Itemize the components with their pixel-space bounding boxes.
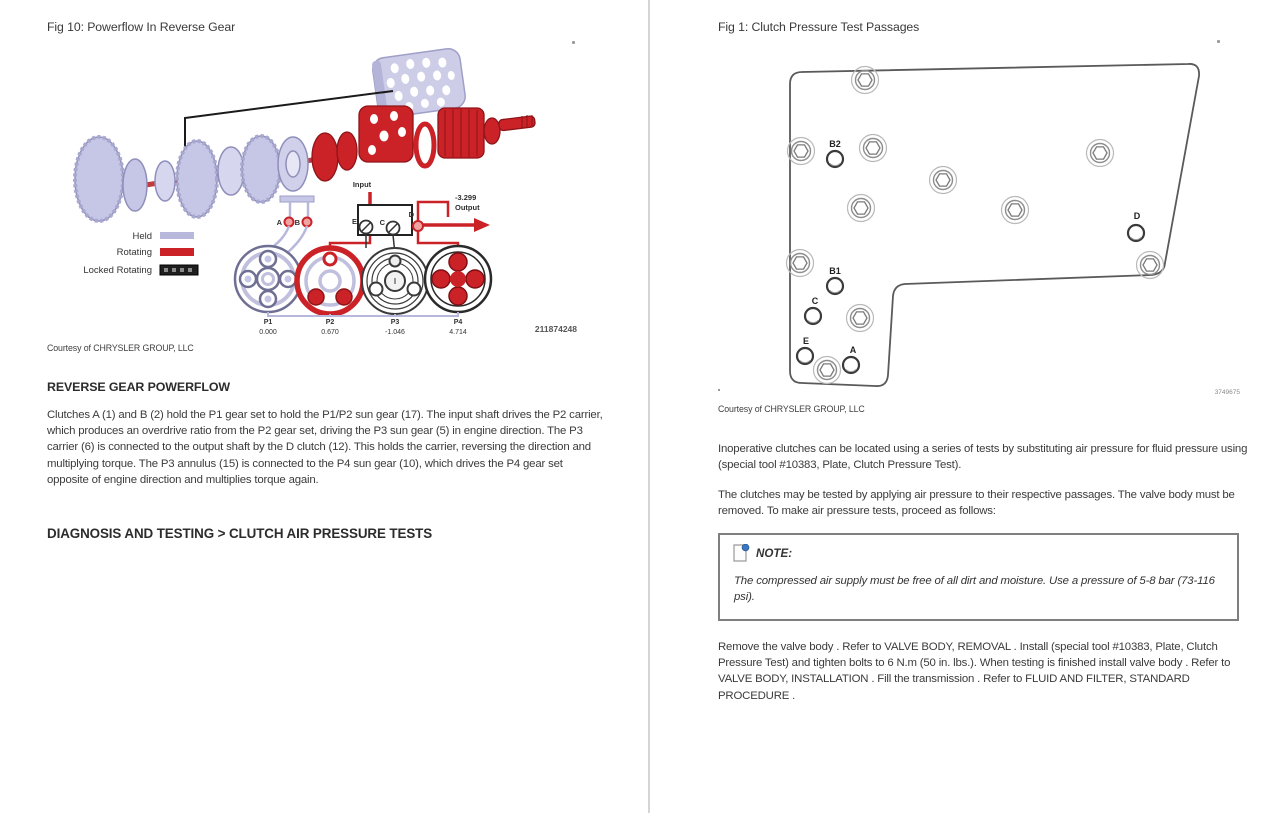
clutch-pressure-test-passages-figure xyxy=(752,55,1252,407)
passage-b1-hole xyxy=(827,278,843,294)
p3-label: P3 xyxy=(390,319,400,326)
clutch-c-label: C xyxy=(379,218,385,227)
input-label: Input xyxy=(352,180,372,189)
left-courtesy: Courtesy of CHRYSLER GROUP, LLC xyxy=(47,343,194,353)
legend-held-swatch xyxy=(160,232,194,239)
right-figure-id: 3749675 xyxy=(1214,389,1240,396)
legend-locked-rotating-label: Locked Rotating xyxy=(83,265,152,276)
gearset-bracket xyxy=(268,312,458,316)
scan-artifact-dot xyxy=(718,389,720,391)
left-section-heading: REVERSE GEAR POWERFLOW xyxy=(47,380,230,394)
clutch-b-port xyxy=(303,218,312,227)
powerflow-schematic xyxy=(235,180,577,336)
note-icon xyxy=(733,544,750,563)
p2-ratio: 0.670 xyxy=(321,329,339,336)
ab-clutch-plate xyxy=(280,196,314,202)
column-divider xyxy=(648,0,650,813)
p1-ratio: 0.000 xyxy=(259,329,277,336)
right-figure-title: Fig 1: Clutch Pressure Test Passages xyxy=(718,20,920,34)
gearset-p4-wheel xyxy=(425,246,491,312)
clutch-a-label: A xyxy=(276,218,282,227)
p2-label: P2 xyxy=(325,319,335,326)
clutch-d-label: D xyxy=(408,210,414,219)
output-arrow xyxy=(474,218,490,232)
note-box xyxy=(718,533,1239,621)
rotating-components xyxy=(312,106,535,181)
passage-b2-label: B2 xyxy=(829,139,841,149)
p4-ratio: 4.714 xyxy=(449,329,467,336)
passage-b1-label: B1 xyxy=(829,266,841,276)
left-next-section-heading: DIAGNOSIS AND TESTING > CLUTCH AIR PRESSURE TESTS xyxy=(47,526,433,541)
p1-label: P1 xyxy=(263,319,273,326)
note-text: The compressed air supply must be free of all dirt and moisture. Use a pressure of 5-8 bar (73-116 psi). xyxy=(734,575,1215,603)
left-body-paragraph: Clutches A (1) and B (2) hold the P1 gear set to hold the P1/P2 sun gear (17). The input shaft drives the P2 carrier, which produces an overdrive ratio from the P2 gear set, driving the P3 sun gear (5) in engine direction. The P3 carrier (6) is connected to the output shaft by the D clutch (12). This holds the carrier, reversing the direction and multiplying torque. The P3 annulus (15) is connected to the P4 sun gear (10), which drives the P4 gear set opposite of engine direction and multiplies torque again. xyxy=(47,409,603,486)
gearset-p2-wheel xyxy=(297,248,363,314)
held-gears xyxy=(75,136,308,221)
right-paragraph-1: Inoperative clutches can be located using a series of tests by substituting air pressure for fluid pressure using (special tool #10383, Plate, Clutch Pressure Test). xyxy=(718,443,1248,472)
p3-ratio: -1.046 xyxy=(385,329,405,336)
p4-label: P4 xyxy=(453,319,463,326)
scan-artifact-dot xyxy=(1217,40,1220,43)
gearset-p1-wheel xyxy=(235,246,301,312)
left-figure-id: 211874248 xyxy=(534,324,577,334)
output-ratio-value: -3.299 xyxy=(455,193,477,202)
passage-a-hole xyxy=(843,357,859,373)
right-paragraph-3: Remove the valve body . Refer to VALVE BODY, REMOVAL . Install (special tool #10383, Plate, Clutch Pressure Test) and tighten bolts to 6 N.m (50 in. lbs.). When testing is finished install valve body . Refer to VALVE BODY, INSTALLATION . Fill the transmission . Refer to FLUID AND FILTER, STANDARD PROCEDURE . xyxy=(718,641,1231,702)
passage-e-hole xyxy=(797,348,813,364)
passage-b2-hole xyxy=(827,151,843,167)
passage-e-label: E xyxy=(802,336,810,346)
passage-c-hole xyxy=(805,308,821,324)
passage-d-label: D xyxy=(1133,211,1141,221)
gearset-p3-wheel xyxy=(362,248,428,314)
reverse-gear-powerflow-figure xyxy=(44,44,602,346)
left-figure-title: Fig 10: Powerflow In Reverse Gear xyxy=(47,20,236,34)
passage-a-label: A xyxy=(849,345,857,355)
legend-held-label: Held xyxy=(132,231,152,242)
figure-legend xyxy=(83,231,198,276)
note-title: NOTE: xyxy=(756,547,793,560)
right-paragraph-2: The clutches may be tested by applying air pressure to their respective passages. The valve body must be removed. To make air pressure tests, proceed as follows: xyxy=(718,489,1235,518)
legend-locked-rotating-swatch xyxy=(160,265,198,275)
legend-rotating-label: Rotating xyxy=(116,247,152,258)
passage-d-hole xyxy=(1128,225,1144,241)
right-courtesy: Courtesy of CHRYSLER GROUP, LLC xyxy=(718,404,865,414)
passage-c-label: C xyxy=(811,296,819,306)
output-label: Output xyxy=(455,203,480,212)
legend-rotating-swatch xyxy=(160,248,194,256)
clutch-d-port xyxy=(413,221,423,231)
clutch-b-label: B xyxy=(294,218,300,227)
clutch-a-port xyxy=(285,218,294,227)
clutch-e-label: E xyxy=(351,217,357,226)
